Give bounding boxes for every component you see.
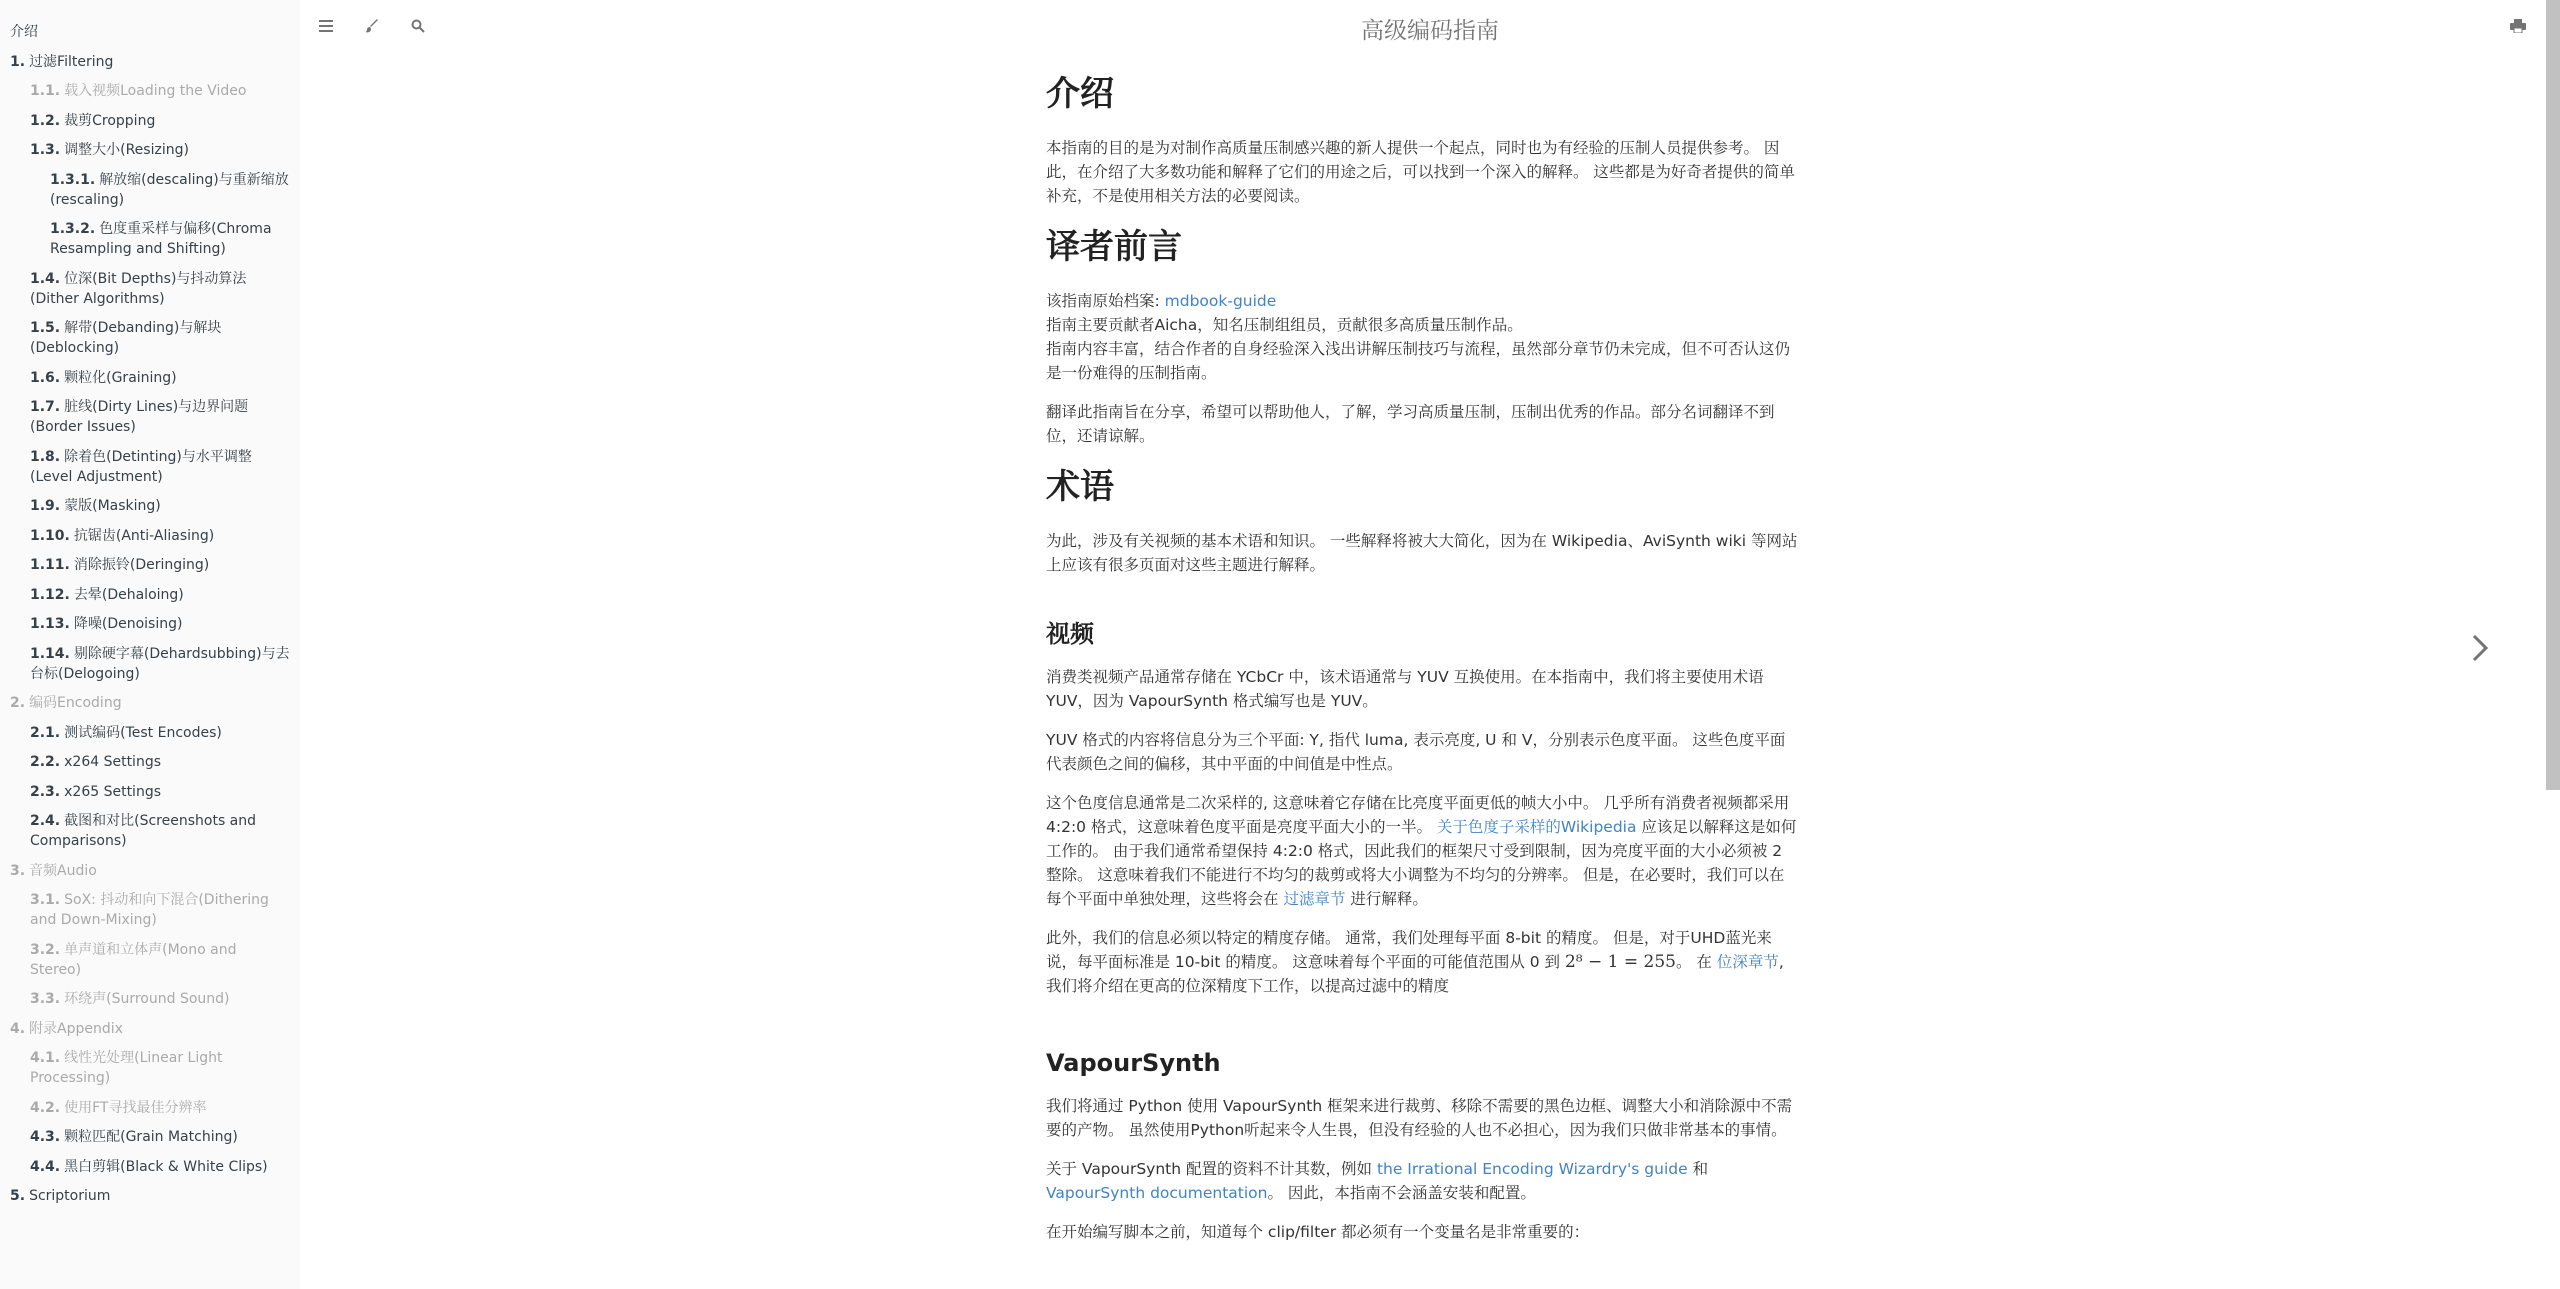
sidebar-item-label: 解放缩(descaling)与重新缩放(rescaling)	[50, 171, 289, 208]
sidebar-item[interactable]	[10, 111, 290, 131]
text: 此外，我们的信息必须以特定的精度存储。 通常，我们处理每平面 8-bit 的精度。 但是，对于UHD蓝光来说，每平面标准是 10-bit 的精度。 这意味着每个平面的可能值范围从 0 到	[1046, 929, 1772, 971]
sidebar-item-number: 2.	[10, 695, 26, 711]
sidebar-item-number: 1.13.	[30, 616, 70, 632]
sidebar-item-number: 5.	[10, 1188, 26, 1204]
sidebar-item[interactable]	[10, 723, 290, 743]
sidebar-item-number: 4.1.	[30, 1050, 61, 1066]
sidebar-item[interactable]	[10, 447, 290, 487]
sidebar-item-label: SoX: 抖动和向下混合(Dithering and Down-Mixing)	[30, 892, 269, 928]
sidebar-item-label: x265 Settings	[64, 783, 162, 800]
link-chroma-subsampling[interactable]: 关于色度子采样的Wikipedia	[1436, 818, 1637, 836]
text: 指南内容丰富，结合作者的自身经验深入浅出讲解压制技巧与流程，虽然部分章节仍未完成，但不可否认这仍是一份难得的压制指南。	[1046, 340, 1791, 382]
link-mdbook-guide[interactable]: mdbook-guide	[1164, 292, 1277, 310]
video-paragraph-1: 消费类视频产品通常存储在 YCbCr 中，该术语通常与 YUV 互换使用。在本指南中，我们将主要使用术语 YUV，因为 VapourSynth 格式编写也是 YUV。	[1046, 668, 1764, 710]
sidebar-item-label: 黑白剪辑(Black & White Clips)	[64, 1158, 268, 1175]
sidebar-item-number: 1.8.	[30, 448, 61, 465]
sidebar-item-number: 1.3.1.	[50, 171, 96, 188]
sidebar-item-label: 介绍	[10, 24, 38, 40]
sidebar-item-label: 除着色(Detinting)与水平调整(Level Adjustment)	[30, 448, 252, 485]
sidebar	[0, 0, 300, 1289]
sidebar-item-number: 1.3.2.	[50, 221, 96, 237]
sidebar-item-label: 使用FT寻找最佳分辨率	[64, 1099, 207, 1116]
sidebar-item-number: 2.3.	[30, 783, 61, 800]
heading-video: 视频	[1046, 620, 1094, 648]
heading-terms: 术语	[1046, 467, 1114, 507]
sidebar-item-number: 4.2.	[30, 1099, 61, 1116]
text: 指南主要贡献者Aicha，知名压制组组员，贡献很多高质量压制作品。	[1046, 316, 1523, 334]
video-paragraph-3	[1046, 791, 1798, 911]
sidebar-item[interactable]	[10, 219, 290, 259]
sidebar-item-number: 1.5.	[30, 320, 61, 336]
sidebar-item-label: 抗锯齿(Anti-Aliasing)	[73, 527, 215, 544]
vs-paragraph-1: 我们将通过 Python 使用 VapourSynth 框架来进行裁剪、移除不需要的黑色边框、调整大小和消除源中不需要的产物。 虽然使用Python听起来令人生畏，但没有经验的人也不必担心，因为我们只做非常基本的事情。	[1046, 1097, 1793, 1139]
sidebar-item-label: 位深(Bit Depths)与抖动算法(Dither Algorithms)	[30, 270, 247, 307]
sidebar-item[interactable]	[10, 752, 290, 772]
heading-vapoursynth: VapourSynth	[1046, 1049, 1221, 1077]
menu-bar	[300, 0, 2560, 52]
sidebar-item-label: 降噪(Denoising)	[73, 616, 183, 632]
heading-intro: 介绍	[1046, 74, 1114, 114]
sidebar-item-label: 过滤Filtering	[29, 53, 114, 70]
sidebar-item[interactable]	[10, 693, 290, 713]
sidebar-item-label: 截图和对比(Screenshots and Comparisons)	[30, 813, 257, 849]
sidebar-item[interactable]	[10, 644, 290, 684]
terms-paragraph: 为此，涉及有关视频的基本术语和知识。 一些解释将被大大简化，因为在 Wikipedia、AviSynth wiki 等网站上应该有很多页面对这些主题进行解释。	[1046, 532, 1798, 574]
next-chapter-button[interactable]	[2460, 628, 2500, 668]
sidebar-item-label: 载入视频Loading the Video	[64, 83, 247, 99]
sidebar-item[interactable]	[10, 1186, 290, 1206]
sidebar-item-label: 裁剪Cropping	[64, 112, 156, 129]
sidebar-item-number: 1.14.	[30, 645, 70, 662]
sidebar-item-label: Scriptorium	[29, 1188, 111, 1204]
vs-paragraph-2	[1046, 1157, 1798, 1205]
sidebar-item[interactable]	[10, 52, 290, 72]
sidebar-item-label: 消除振铃(Deringing)	[73, 557, 210, 573]
sidebar-item-number: 3.	[10, 862, 26, 879]
preface-paragraph-2: 翻译此指南旨在分享，希望可以帮助他人，了解，学习高质量压制，压制出优秀的作品。部分名词翻译不到位，还请谅解。	[1046, 403, 1775, 445]
sidebar-item-label: 色度重采样与偏移(Chroma Resampling and Shifting)	[50, 221, 272, 257]
sidebar-item[interactable]	[10, 782, 290, 802]
sidebar-item[interactable]	[10, 585, 290, 605]
video-paragraph-4	[1046, 926, 1798, 998]
sidebar-item[interactable]	[10, 140, 290, 160]
sidebar-item-number: 1.10.	[30, 527, 70, 544]
sidebar-item-number: 1.3.	[30, 142, 61, 158]
sidebar-item[interactable]	[10, 269, 290, 309]
sidebar-item-number: 1.6.	[30, 369, 61, 386]
video-paragraph-2: YUV 格式的内容将信息分为三个平面: Y, 指代 luma, 表示亮度, U 和 V，分别表示色度平面。 这些色度平面代表颜色之间的偏移，其中平面的中间值是中性点。	[1046, 731, 1786, 773]
book-title: 高级编码指南	[1361, 18, 1499, 44]
scrollbar[interactable]	[2546, 0, 2560, 790]
sidebar-item[interactable]	[10, 170, 290, 210]
link-bit-depth-chapter[interactable]: 位深章节	[1716, 953, 1779, 971]
sidebar-item-label: 附录Appendix	[29, 1020, 123, 1037]
sidebar-item[interactable]	[10, 496, 290, 516]
link-iew-guide[interactable]: the Irrational Encoding Wizardry's guide	[1376, 1160, 1688, 1178]
heading-preface: 译者前言	[1046, 227, 1182, 267]
sidebar-item-number: 3.3.	[30, 991, 61, 1007]
text: 进行解释。	[1345, 890, 1428, 908]
sidebar-item-label: 测试编码(Test Encodes)	[64, 724, 222, 741]
text: , 我们将介绍在更高的位深精度下工作，以提高过滤中的精度	[1046, 953, 1784, 995]
sidebar-item-number: 1.	[10, 53, 26, 70]
sidebar-item[interactable]	[10, 1019, 290, 1039]
sidebar-item-label: 调整大小(Resizing)	[64, 142, 189, 158]
sidebar-item[interactable]	[10, 1098, 290, 1118]
sidebar-item[interactable]	[10, 1157, 290, 1177]
sidebar-item-number: 3.1.	[30, 892, 61, 908]
sidebar-item[interactable]	[10, 614, 290, 634]
sidebar-item-number: 1.4.	[30, 270, 61, 287]
sidebar-item[interactable]	[10, 397, 290, 437]
sidebar-item-number: 1.12.	[30, 586, 70, 603]
sidebar-item-label: 环绕声(Surround Sound)	[64, 991, 230, 1007]
sidebar-item-label: 编码Encoding	[29, 695, 122, 711]
sidebar-item[interactable]	[10, 22, 290, 42]
print-icon[interactable]	[2506, 14, 2530, 38]
sidebar-item-label: 颗粒匹配(Grain Matching)	[64, 1129, 238, 1145]
sidebar-item[interactable]	[10, 861, 290, 881]
sidebar-item-number: 2.2.	[30, 754, 61, 770]
sidebar-item-label: 解带(Debanding)与解块(Deblocking)	[30, 320, 222, 356]
intro-paragraph: 本指南的目的是为对制作高质量压制感兴趣的新人提供一个起点，同时也为有经验的压制人员提供参考。 因此，在介绍了大多数功能和解释了它们的用途之后，可以找到一个深入的解释。 这些都是为好奇者提供的简单补充，不是使用相关方法的必要阅读。	[1046, 139, 1795, 205]
sidebar-item[interactable]	[10, 526, 290, 546]
link-vs-documentation[interactable]: VapourSynth documentation	[1046, 1184, 1268, 1202]
sidebar-item[interactable]	[10, 81, 290, 101]
sidebar-item-label: 音频Audio	[29, 862, 97, 879]
sidebar-item-number: 2.1.	[30, 724, 61, 741]
sidebar-item[interactable]	[10, 368, 290, 388]
sidebar-item-number: 1.1.	[30, 83, 61, 99]
sidebar-item-number: 1.2.	[30, 112, 61, 129]
text: 和	[1687, 1160, 1709, 1178]
sidebar-item-number: 1.11.	[30, 557, 70, 573]
sidebar-item-number: 1.9.	[30, 498, 61, 514]
text: 这个色度信息通常是二次采样的, 这意味着它存储在比亮度平面更低的帧大小中。 几乎所有消费者视频都采用 4:2:0 格式，这意味着色度平面是亮度平面大小的一半。	[1046, 794, 1790, 836]
sidebar-item-number: 4.4.	[30, 1158, 61, 1175]
sidebar-item-label: 单声道和立体声(Mono and Stereo)	[30, 941, 237, 978]
sidebar-item-label: 去晕(Dehaloing)	[73, 586, 184, 603]
sidebar-item-label: 脏线(Dirty Lines)与边界问题(Border Issues)	[30, 399, 249, 435]
sidebar-item[interactable]	[10, 555, 290, 575]
sidebar-item-number: 3.2.	[30, 941, 61, 958]
text: 应该足以解释这是如何工作的。 由于我们通常希望保持 4:2:0 格式，因此我们的框架尺寸受到限制，因为亮度平面的大小必须被 2 整除。 这意味着我们不能进行不均匀的裁剪或将大小调整为不均匀的分辨率。 但是，在必要时，我们可以在每个平面中单独处理，这些将会在	[1046, 818, 1797, 908]
sidebar-item[interactable]	[10, 940, 290, 980]
text: 关于 VapourSynth 配置的资料不计其数，例如	[1046, 1160, 1377, 1178]
math-formula: 2⁸ − 1 = 255	[1564, 952, 1676, 972]
text: 。 在	[1675, 953, 1717, 971]
sidebar-item[interactable]	[10, 318, 290, 358]
sidebar-item[interactable]	[10, 1048, 290, 1088]
sidebar-item-label: 颗粒化(Graining)	[64, 369, 177, 386]
text: 。 因此，本指南不会涵盖安装和配置。	[1267, 1184, 1536, 1202]
sidebar-item[interactable]	[10, 890, 290, 930]
sidebar-item[interactable]	[10, 811, 290, 851]
text: 该指南原始档案:	[1046, 292, 1165, 310]
sidebar-item-number: 2.4.	[30, 813, 61, 829]
vs-paragraph-3: 在开始编写脚本之前，知道每个 clip/filter 都必须有一个变量名是非常重要的：	[1046, 1223, 1590, 1241]
sidebar-item-number: 4.3.	[30, 1129, 61, 1145]
sidebar-item-number: 4.	[10, 1020, 26, 1037]
preface-paragraph-1	[1046, 289, 1798, 385]
sidebar-item-number: 1.7.	[30, 399, 61, 415]
sidebar-item[interactable]	[10, 989, 290, 1009]
sidebar-item[interactable]	[10, 1127, 290, 1147]
sidebar-item-label: 蒙版(Masking)	[64, 498, 161, 514]
sidebar-item-label: 剔除硬字幕(Dehardsubbing)与去台标(Delogoing)	[30, 645, 290, 682]
main-content	[1046, 70, 1798, 1259]
sidebar-item-label: 线性光处理(Linear Light Processing)	[30, 1050, 223, 1086]
sidebar-item-label: x264 Settings	[64, 754, 162, 770]
chevron-right-icon	[2470, 633, 2490, 663]
link-filtering-chapter[interactable]: 过滤章节	[1283, 890, 1346, 908]
